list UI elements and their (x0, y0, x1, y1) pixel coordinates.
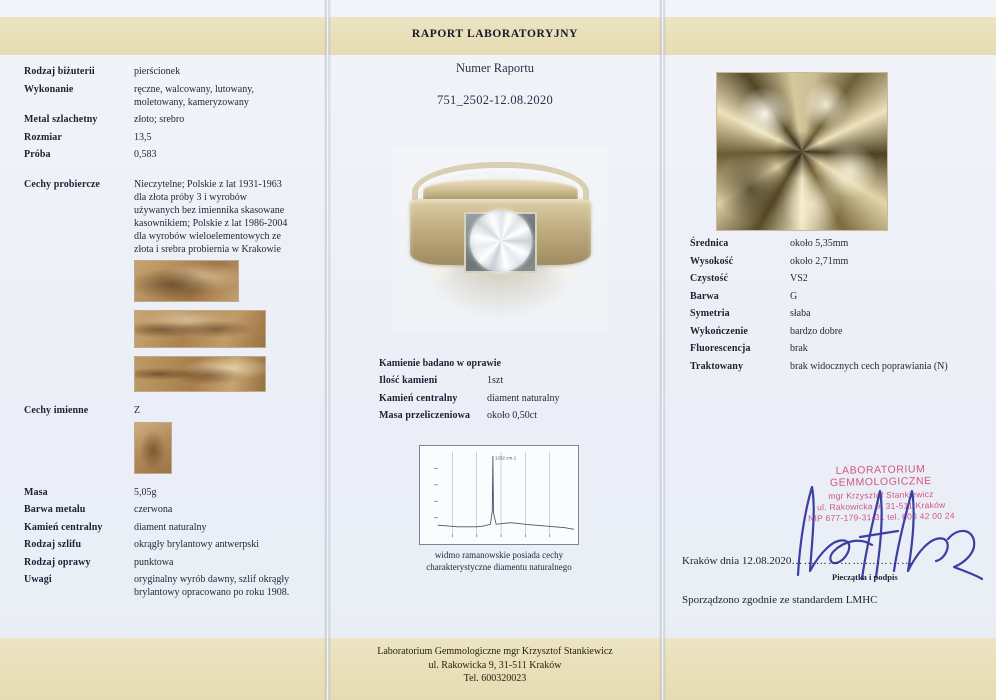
hallmark-line: używanych bez imiennika skasowane (134, 204, 285, 216)
field-mass (24, 486, 312, 499)
raman-caption-line1: widmo ramanowskie posiada cechy (434, 550, 564, 560)
field-label: Ilość kamieni (379, 375, 438, 386)
field-value-line2: brylantowy opracowano po roku 1908. (134, 587, 290, 598)
field-label: Cechy imienne (24, 405, 89, 416)
field-value: czerwona (134, 504, 173, 515)
field-label: Kamień centralny (24, 521, 103, 533)
signature-dotted-line: ………………………… (791, 555, 914, 567)
spacer (24, 166, 312, 178)
field-label: Próba (24, 149, 51, 160)
stamp-line-2: mgr Krzysztof Stankiewicz (828, 488, 934, 502)
hallmark-line: dla złota próby 3 i wyrobów (134, 191, 248, 203)
field-label: Uwagi (24, 574, 52, 585)
field-cut-type (24, 538, 312, 551)
field-treatment (690, 360, 996, 373)
hallmark-line: Nieczytelne; Polskie z lat 1931-1963 (134, 178, 282, 190)
field-value: złoto; srebro (134, 114, 185, 125)
spacer (24, 474, 312, 486)
field-label: Wykończenie (690, 325, 748, 337)
field-fineness (24, 148, 312, 161)
field-label: Kamień centralny (379, 392, 458, 404)
field-value (134, 573, 289, 599)
field-label: Symetria (690, 308, 730, 319)
footer-line-1: Laboratorium Gemmologiczne mgr Krzysztof Stankiewicz (377, 646, 613, 657)
left-panel (0, 55, 324, 638)
field-makers-mark (24, 404, 312, 417)
field-value: pierścionek (134, 66, 181, 77)
raman-spectrum-chart (420, 446, 578, 544)
field-value: około 0,50ct (487, 410, 537, 421)
stamp-line-3: ul. Rakowicka 9, 31-511 Kraków (817, 499, 946, 513)
field-finish (690, 325, 996, 338)
hallmark-photo-3 (134, 356, 266, 392)
field-label: Czystość (690, 273, 729, 284)
standard-compliance-line: Sporządzono zgodnie ze standardem LMHC (682, 594, 878, 606)
field-value: słaba (790, 308, 811, 319)
signature-caption: Pieczątka i podpis (832, 572, 898, 582)
ring-photograph (393, 147, 608, 332)
raman-caption-line2: charakterystyczne diamentu naturalnego (426, 561, 572, 572)
field-value: VS2 (790, 273, 808, 284)
stamp-line-1: LABORATORIUM GEMMOLOGICZNE (829, 463, 932, 489)
field-jewellery-type (24, 65, 312, 78)
makers-mark-photo (134, 422, 172, 474)
right-panel (666, 55, 996, 638)
field-value: 13,5 (134, 131, 152, 143)
field-value: około 2,71mm (790, 255, 849, 267)
field-clarity (690, 272, 996, 285)
field-value: diament naturalny (487, 392, 560, 404)
field-label: Masa przeliczeniowa (379, 410, 471, 421)
field-stone-count (379, 374, 649, 387)
laboratory-stamp (785, 462, 976, 524)
field-workmanship (24, 83, 312, 109)
field-assay-hallmarks (24, 178, 312, 256)
footer (331, 645, 659, 686)
hallmark-line: złota i srebra probiernia w Krakowie (134, 243, 281, 255)
field-height (690, 255, 996, 268)
field-value-line1: ręczne, walcowany, lutowany, (134, 83, 255, 95)
diamond-macro-photograph (716, 72, 888, 231)
fold-line-right (659, 0, 666, 700)
field-value: brak (790, 343, 808, 354)
field-value (134, 83, 254, 109)
field-remarks (24, 573, 312, 599)
gem-properties-block (690, 237, 996, 377)
field-value-line1: oryginalny wyrób dawny, szlif okrągły (134, 574, 290, 585)
spacer (24, 392, 312, 404)
field-label: Rodzaj biżuterii (24, 66, 95, 77)
field-value-line2: moletowany, kameryzowany (134, 96, 249, 108)
field-metal-colour (24, 503, 312, 516)
field-label: Średnica (690, 238, 729, 249)
footer-line-2: ul. Rakowicka 9, 31-511 Kraków (428, 659, 562, 671)
field-value: diament naturalny (134, 521, 207, 533)
field-label: Rodzaj szlifu (24, 539, 82, 550)
date-line (682, 555, 913, 567)
raman-plot-area (419, 445, 579, 545)
field-value: około 5,35mm (790, 238, 849, 249)
footer-line-3: Tel. 600320023 (463, 673, 527, 684)
stamp-line-4: NIP 677-179-31-31 tel. 600 42 00 24 (808, 510, 955, 524)
field-symmetry (690, 307, 996, 320)
fold-line-left (324, 0, 331, 700)
field-value: 1szt (487, 375, 504, 386)
stone-facts-heading: Kamienie badano w oprawie (379, 358, 501, 369)
field-value: 5,05g (134, 486, 157, 498)
field-label: Masa (24, 486, 48, 498)
field-stone-centre (379, 392, 649, 405)
field-label: Barwa (690, 290, 719, 302)
field-estimated-weight (379, 409, 649, 422)
field-diameter (690, 237, 996, 250)
raman-spectrum-figure (419, 445, 579, 573)
hallmark-photo-2 (134, 310, 266, 348)
field-precious-metal (24, 113, 312, 126)
field-label: Metal szlachetny (24, 114, 98, 125)
field-value: punktowa (134, 556, 174, 568)
field-value: G (790, 290, 798, 302)
center-panel (331, 17, 659, 638)
field-centre-stone (24, 521, 312, 534)
report-number-value: 751_2502-12.08.2020 (436, 93, 554, 107)
field-label: Fluorescencja (690, 343, 751, 354)
field-size (24, 131, 312, 144)
ring-centre-diamond (470, 210, 532, 272)
date-prefix: Kraków dnia (682, 555, 740, 567)
hallmark-photo-1 (134, 260, 239, 302)
raman-caption (419, 550, 579, 573)
svg-text:1332 cm-1: 1332 cm-1 (494, 455, 517, 461)
field-value (134, 178, 287, 256)
field-label: Rodzaj oprawy (24, 556, 91, 568)
hallmark-line: dla wyrobów wieloelementowych ze (134, 230, 281, 242)
stone-facts-block (379, 358, 649, 427)
field-label: Wysokość (690, 255, 734, 267)
field-value: bardzo dobre (790, 325, 843, 337)
field-setting-type (24, 556, 312, 569)
field-label: Traktowany (690, 360, 744, 372)
date-value: 12.08.2020 (741, 555, 792, 567)
page-title: RAPORT LABORATORYJNY (411, 28, 579, 40)
field-value: okrągły brylantowy antwerpski (134, 539, 259, 550)
field-value: brak widocznych cech poprawiania (N) (790, 360, 948, 372)
field-label: Barwa metalu (24, 504, 86, 515)
field-value: Z (134, 405, 141, 416)
report-number-label: Numer Raportu (455, 61, 535, 75)
field-label: Cechy probiercze (24, 178, 100, 190)
field-colour (690, 290, 996, 303)
hallmark-line: kasownikiem; Polskie z lat 1986-2004 (134, 217, 288, 229)
field-value: 0,583 (134, 149, 157, 160)
field-label: Wykonanie (24, 83, 74, 95)
field-fluorescence (690, 342, 996, 355)
field-label: Rozmiar (24, 131, 62, 143)
